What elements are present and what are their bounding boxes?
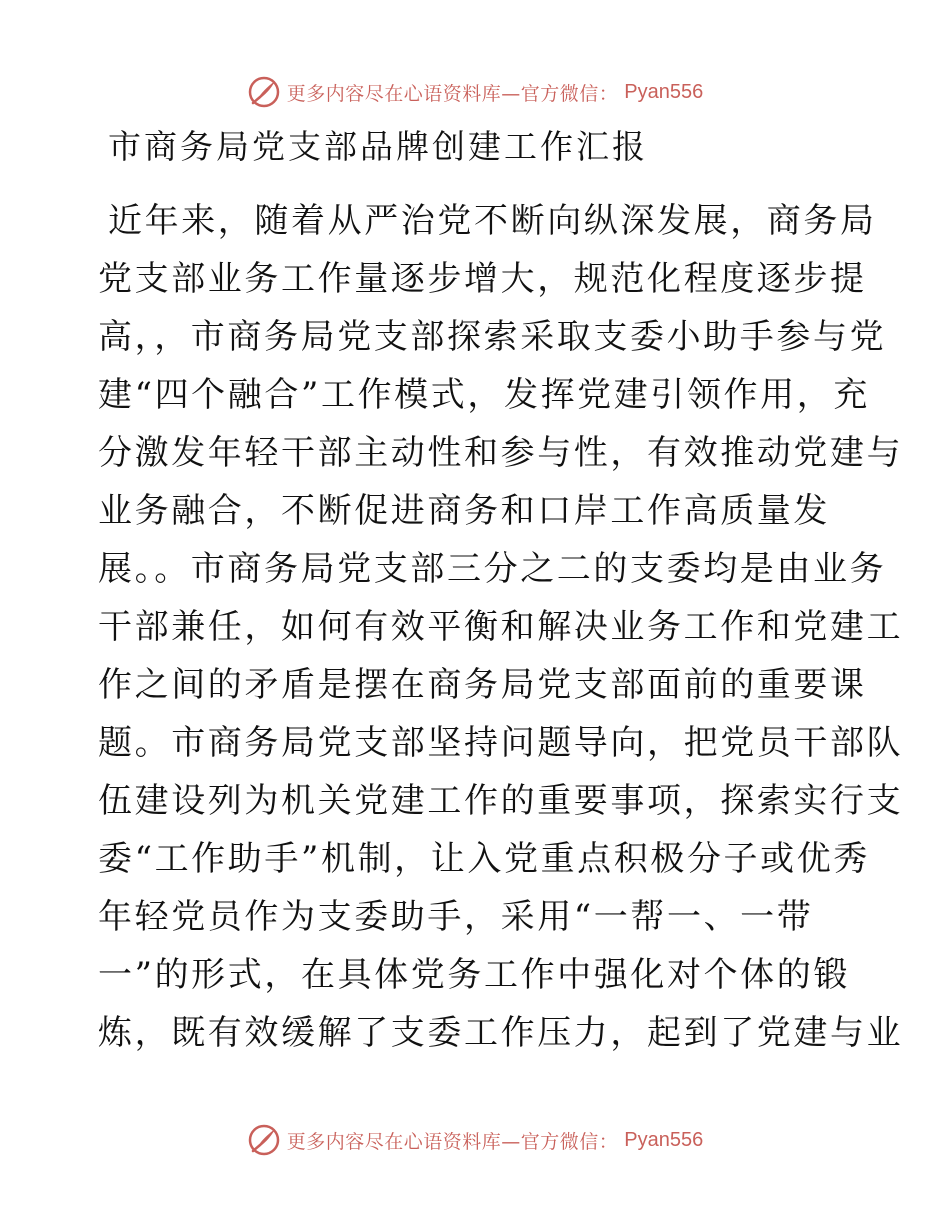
body-line: 建“四个融合”工作模式，发挥党建引领作用，充 <box>98 375 870 415</box>
body-line: 党支部业务工作量逐步增大，规范化程度逐步提 <box>98 259 867 299</box>
watermark-separator: — <box>501 1130 521 1153</box>
footer-watermark <box>0 1118 950 1162</box>
watermark-separator: — <box>501 82 521 105</box>
body-line: 年轻党员作为支委助手，采用“一帮一、一带 <box>98 897 814 937</box>
watermark-handle: Pyan556 <box>624 1128 704 1151</box>
body-line: 一”的形式，在具体党务工作中强化对个体的锻 <box>98 955 850 995</box>
feather-pen-logo-icon <box>247 1123 281 1157</box>
body-line: 题。市商务局党支部坚持问题导向，把党员干部队 <box>98 723 904 763</box>
body-line: 伍建设列为机关党建工作的重要事项，探索实行支 <box>98 781 904 821</box>
body-line: 近年来，随着从严治党不断向纵深发展，商务局 <box>108 201 877 241</box>
document-body <box>98 192 904 1062</box>
header-watermark <box>0 70 950 114</box>
watermark-text <box>287 1127 619 1154</box>
watermark-slogan: 更多内容尽在心语资料库 <box>286 1130 502 1153</box>
document-title: 市商务局党支部品牌创建工作汇报 <box>108 127 648 166</box>
body-line: 业务融合，不断促进商务和口岸工作高质量发 <box>98 491 830 531</box>
watermark-channel: 官方微信： <box>520 1130 619 1153</box>
body-line: 干部兼任，如何有效平衡和解决业务工作和党建工 <box>98 607 904 647</box>
body-line: 炼，既有效缓解了支委工作压力，起到了党建与业 <box>98 1013 904 1053</box>
watermark-slogan: 更多内容尽在心语资料库 <box>286 82 502 105</box>
body-line: 高，，市商务局党支部探索采取支委小助手参与党 <box>98 317 887 357</box>
body-line: 分激发年轻干部主动性和参与性，有效推动党建与 <box>98 433 904 473</box>
watermark-text <box>287 79 619 106</box>
watermark-handle: Pyan556 <box>624 80 704 103</box>
watermark-channel: 官方微信： <box>520 82 619 105</box>
body-line: 作之间的矛盾是摆在商务局党支部面前的重要课 <box>98 665 867 705</box>
body-line: 展。。市商务局党支部三分之二的支委均是由业务 <box>98 549 887 589</box>
feather-pen-logo-icon <box>247 75 281 109</box>
body-line: 委“工作助手”机制，让入党重点积极分子或优秀 <box>98 839 870 879</box>
